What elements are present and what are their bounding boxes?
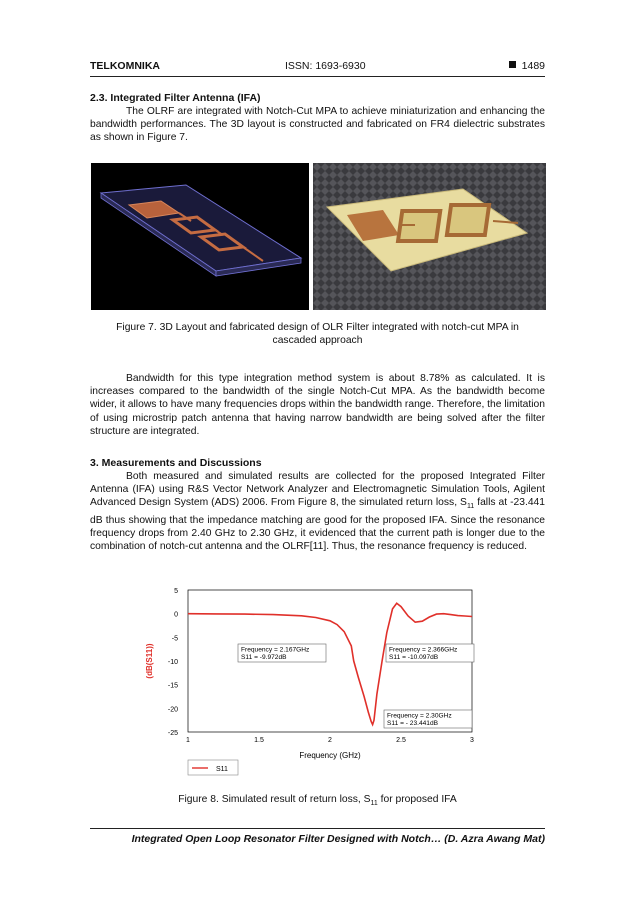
figure7-caption <box>90 321 545 347</box>
figure8-caption-a: Figure 8. Simulated result of return loss, S <box>178 794 371 805</box>
issn: ISSN: 1693-6930 <box>285 60 366 72</box>
page-number-wrap <box>509 60 545 72</box>
figure7-3d-layout-image <box>91 163 309 310</box>
annotation-s11: S11 = -10.097dB <box>389 654 439 661</box>
x-tick-labels <box>186 737 474 744</box>
y-tick-label: -10 <box>167 659 178 666</box>
section-2-3-paragraph: The OLRF are integrated with Notch-Cut MPA to achieve miniaturization and enhancing the bandwidth performances. The 3D layout is constructed and fabricated on FR4 dielectric substrates as shown in Figure 7. <box>90 106 545 144</box>
annotations <box>238 644 474 728</box>
x-tick-label: 1.5 <box>254 737 264 744</box>
figure8-caption-b: for proposed IFA <box>377 794 457 805</box>
figure8-caption <box>90 793 545 810</box>
section-3-text-a: Both measured and simulated results are collected for the proposed Integrated Filter Antenna (IFA) using R&S Vector Network Analyzer and Electromagnetic Simulation Tools, Agilent Advanced Design System (ADS) 2006. From Figure 8, the simulated return loss, S <box>90 471 545 509</box>
annotation-box <box>386 644 474 662</box>
legend-entry-s11: S11 <box>216 766 228 773</box>
figure8-return-loss-chart <box>130 580 490 780</box>
annotation-s11: S11 = - 23.441dB <box>387 720 439 727</box>
y-tick-label: -5 <box>171 635 178 643</box>
y-axis-label <box>145 643 154 678</box>
square-bullet-icon <box>509 61 516 68</box>
section-heading-2-3: 2.3. Integrated Filter Antenna (IFA) <box>90 92 261 104</box>
section-heading-3: 3. Measurements and Discussions <box>90 457 262 469</box>
annotation-box <box>384 710 472 728</box>
x-tick-label: 2 <box>328 737 332 744</box>
figure7-fabricated-photo <box>313 163 546 310</box>
x-tick-label: 2.5 <box>396 737 406 744</box>
annotation-frequency: Frequency = 2.30GHz <box>387 712 452 720</box>
running-footer: Integrated Open Loop Resonator Filter Designed with Notch… (D. Azra Awang Mat) <box>90 828 545 845</box>
figure7-caption-line1: Figure 7. 3D Layout and fabricated design of OLR Filter integrated with notch-cut MPA in <box>116 322 519 333</box>
section-3-text-b: falls at -23.441 dB thus showing that the impedance matching are good for the proposed IFA. Since the resonance frequency drops from 2.40 GHz to 2.30 GHz, it evidenced that the current path is longer due to the combination of notch-cut antenna and the OLRF[11]. Thus, the resonance frequency is reduced. <box>90 497 545 553</box>
annotation-frequency: Frequency = 2.366GHz <box>389 646 458 654</box>
y-tick-labels <box>168 588 178 737</box>
y-tick-label: 5 <box>174 588 178 595</box>
running-header <box>90 60 545 77</box>
y-tick-label: 0 <box>174 611 178 619</box>
subscript-11: 11 <box>466 503 475 511</box>
legend <box>188 760 238 775</box>
x-tick-label: 3 <box>470 737 474 744</box>
journal-name: TELKOMNIKA <box>90 60 160 72</box>
section-3-paragraph <box>90 470 545 553</box>
figure7-caption-line2: cascaded approach <box>272 335 363 346</box>
y-tick-label: -25 <box>167 730 178 737</box>
y-axis-label-text: (dB(S11)) <box>145 643 154 679</box>
annotation-box <box>238 644 326 662</box>
figure8-caption-sub: 11 <box>370 800 378 808</box>
page-number: 1489 <box>521 60 545 72</box>
x-tick-label: 1 <box>186 737 190 744</box>
annotation-s11: S11 = -9.972dB <box>241 654 287 661</box>
bandwidth-paragraph: Bandwidth for this type integration method system is about 8.78% as calculated. It is increases compared to the bandwidth of the single Notch-Cut MPA. As the bandwidth become wider, it allows to have many frequencies drops within the bandwidth range. Therefore, the limitation of using microstrip patch antenna that having narrow bandwidth are being solved after the filter structure are integrated. <box>90 373 545 437</box>
x-axis-label: Frequency (GHz) <box>299 751 361 760</box>
annotation-frequency: Frequency = 2.167GHz <box>241 646 310 654</box>
y-tick-label: -20 <box>167 706 178 714</box>
y-tick-label: -15 <box>167 682 178 690</box>
s11-series-line <box>188 603 472 724</box>
